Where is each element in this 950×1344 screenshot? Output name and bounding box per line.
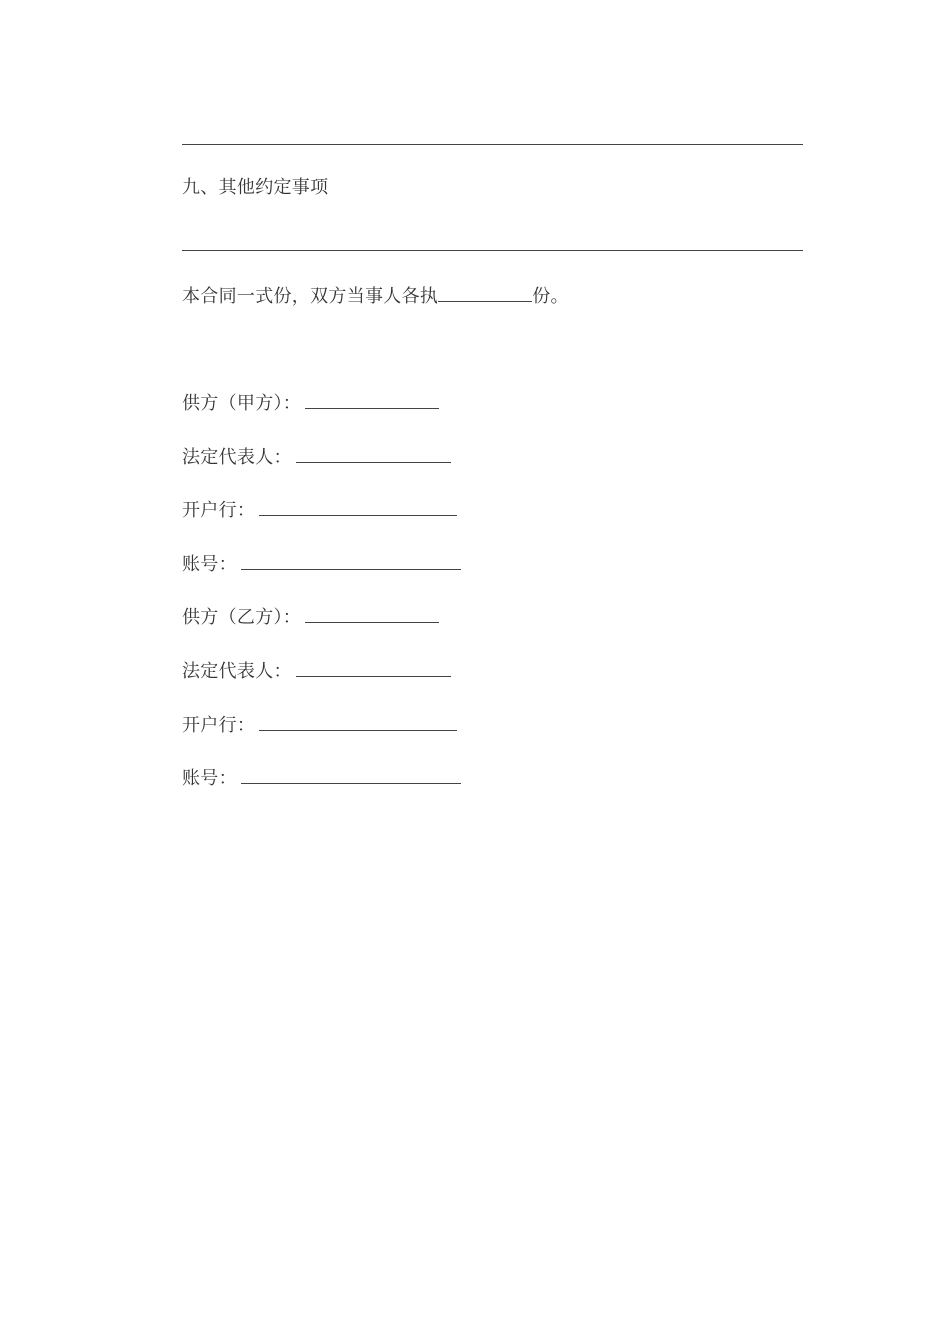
copies-clause-text: 本合同一式份，双方当事人各执	[182, 286, 439, 307]
party-b-account-label: 账号：	[182, 768, 237, 789]
party-b-legal-rep-row	[182, 659, 451, 684]
party-b-legal-rep-label: 法定代表人：	[182, 661, 292, 682]
party-a-legal-rep-row	[182, 445, 451, 470]
copies-count-blank	[438, 284, 532, 302]
party-a-bank-row	[182, 498, 457, 523]
section-heading	[182, 176, 328, 200]
party-a-supplier-row	[182, 391, 439, 416]
party-a-account-label: 账号：	[182, 554, 237, 575]
party-b-bank-label: 开户行：	[182, 715, 256, 736]
party-b-account-blank	[241, 766, 461, 784]
party-b-supplier-row	[182, 605, 439, 630]
party-b-bank-row	[182, 713, 457, 738]
fill-in-line	[182, 250, 803, 251]
party-a-legal-rep-label: 法定代表人：	[182, 447, 292, 468]
party-b-bank-blank	[259, 713, 457, 731]
section-nine-heading: 九、其他约定事项	[182, 177, 329, 198]
party-a-bank-blank	[259, 498, 457, 516]
fill-in-line	[182, 144, 803, 145]
party-a-supplier-blank	[305, 391, 439, 409]
party-b-supplier-label: 供方（乙方）：	[182, 607, 302, 628]
party-b-account-row	[182, 766, 461, 791]
copies-clause-suffix: 份。	[532, 286, 569, 307]
party-a-account-blank	[241, 552, 461, 570]
party-a-legal-rep-blank	[296, 445, 451, 463]
party-b-legal-rep-blank	[296, 659, 451, 677]
copies-clause	[182, 284, 569, 309]
party-a-bank-label: 开户行：	[182, 500, 256, 521]
party-a-supplier-label: 供方（甲方）：	[182, 393, 302, 414]
party-b-supplier-blank	[305, 605, 439, 623]
party-a-account-row	[182, 552, 461, 577]
